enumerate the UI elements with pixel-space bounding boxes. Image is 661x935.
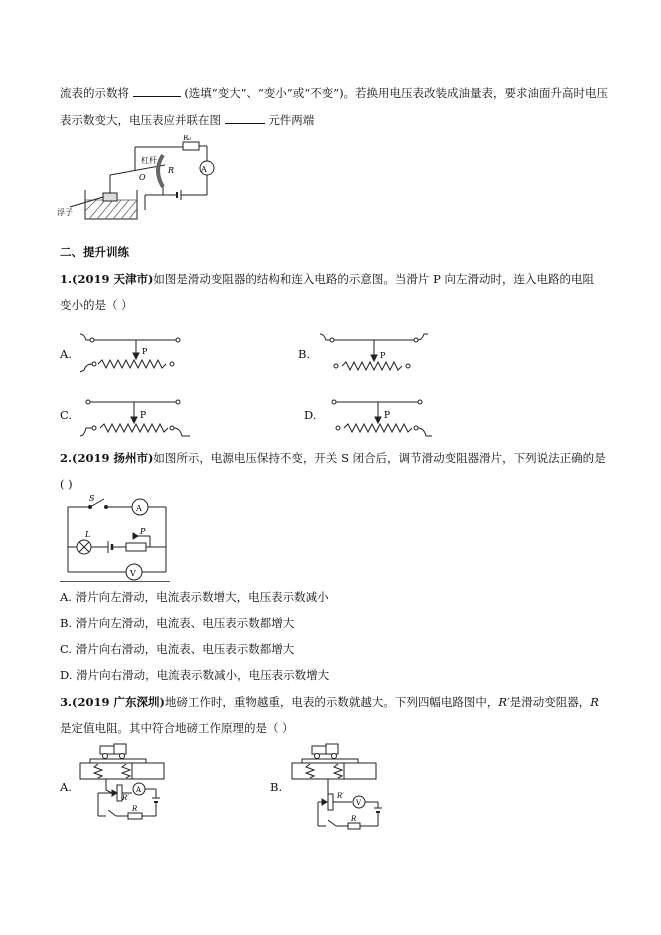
weighbridge-b-rp-label: R′ (337, 792, 344, 800)
q3-text-1a: 地磅工作时，重物越重，电表的示数就越大。下列四幅电路图中， (164, 695, 499, 709)
q1-line-1 (60, 271, 594, 287)
intro-line-1-b: (选填“变大”、“变小”或“不变”)。若换用电压表改装成油量表，要求油面升高时电压 (184, 86, 609, 100)
oil-gauge-figure (55, 135, 225, 230)
oil-gauge-lever-label: 杠杆 (141, 156, 157, 165)
q1-option-d[interactable]: D. (304, 408, 317, 422)
weighbridge-b-voltmeter-label: V (356, 799, 362, 807)
weighbridge-figure-a (76, 742, 186, 827)
intro-line-2-a: 表示数变大，电压表应并联在图 (60, 113, 221, 127)
q2-switch-label: S (89, 494, 95, 503)
rheostat-figure-c (78, 392, 193, 442)
q2-slider-label: P (140, 527, 146, 536)
q2-figure-rule (60, 581, 170, 582)
q3-text-1b: 是滑动变阻器， (509, 695, 591, 709)
q3-line-1 (60, 694, 599, 710)
q1-text-2: 变小的是（ ） (60, 298, 133, 312)
q2-circuit-figure (60, 492, 180, 582)
q2-lamp-label: L (85, 530, 91, 539)
q2-voltmeter-label: V (130, 569, 136, 578)
q2-option-c[interactable]: C. 滑片向右滑动，电流表、电压表示数都增大 (60, 642, 295, 656)
weighbridge-a-rp-label: R′ (122, 794, 129, 802)
rheostat-figure-b (318, 330, 430, 380)
q1-number: 1. (60, 272, 73, 286)
rheostat-c-p-label: P (140, 411, 147, 421)
rheostat-figure-a (78, 328, 190, 378)
answer-blank-1[interactable] (133, 86, 181, 97)
q3-text-rp: R′ (498, 695, 510, 709)
rheostat-b-p-label: P (380, 351, 386, 360)
q3-source: (2019 广东深圳) (72, 695, 165, 709)
intro-line-2 (60, 112, 314, 128)
q3-number: 3. (60, 695, 73, 709)
q2-text-1: 如图所示，电源电压保持不变，开关 S 闭合后，调节滑动变阻器滑片，下列说法正确的是 (153, 451, 606, 465)
weighbridge-a-ammeter-label: A (136, 786, 142, 794)
q3-text-r: R (590, 695, 599, 709)
intro-line-2-b: 元件两端 (268, 113, 315, 127)
section-title: 二、提升训练 (60, 245, 129, 259)
q3-option-b[interactable]: B. (270, 780, 283, 794)
oil-gauge-r-label: R (168, 166, 175, 175)
q3-text-2: 是定值电阻。其中符合地磅工作原理的是（ ） (60, 721, 294, 735)
q2-line-1 (60, 450, 606, 466)
rheostat-figure-d (322, 392, 434, 442)
q2-option-b[interactable]: B. 滑片向左滑动，电流表、电压表示数都增大 (60, 616, 295, 630)
weighbridge-a-r-label: R (132, 805, 138, 813)
q1-option-b[interactable]: B. (298, 347, 311, 361)
q2-option-a[interactable]: A. 滑片向左滑动，电流表示数增大，电压表示数减小 (60, 590, 329, 604)
oil-gauge-float-label: 浮子 (57, 208, 73, 217)
q2-number: 2. (60, 451, 73, 465)
q1-option-c[interactable]: C. (60, 408, 73, 422)
q2-source: (2019 扬州市) (72, 451, 154, 465)
q1-source: (2019 天津市) (72, 272, 154, 286)
weighbridge-figure-b (288, 742, 398, 830)
weighbridge-b-r-label: R (351, 815, 357, 823)
q3-option-a[interactable]: A. (60, 780, 72, 794)
q1-text-1: 如图是滑动变阻器的结构和连入电路的示意图。当滑片 P 向左滑动时，连入电路的电阻 (153, 272, 594, 286)
q1-option-a[interactable]: A. (60, 347, 72, 361)
answer-blank-2[interactable] (225, 113, 265, 124)
oil-gauge-pivot-label: O (139, 173, 146, 182)
intro-line-1-a: 流表的示数将 (60, 86, 129, 100)
intro-line-1 (60, 85, 608, 101)
rheostat-a-p-label: P (142, 347, 148, 356)
oil-gauge-ammeter-label: A (201, 165, 207, 174)
q2-text-2: ( ) (60, 477, 73, 491)
q2-option-d[interactable]: D. 滑片向右滑动，电流表示数减小，电压表示数增大 (60, 668, 330, 682)
rheostat-d-p-label: P (384, 411, 391, 421)
q2-ammeter-label: A (136, 504, 142, 513)
oil-gauge-r0-label: R₀ (183, 135, 192, 142)
